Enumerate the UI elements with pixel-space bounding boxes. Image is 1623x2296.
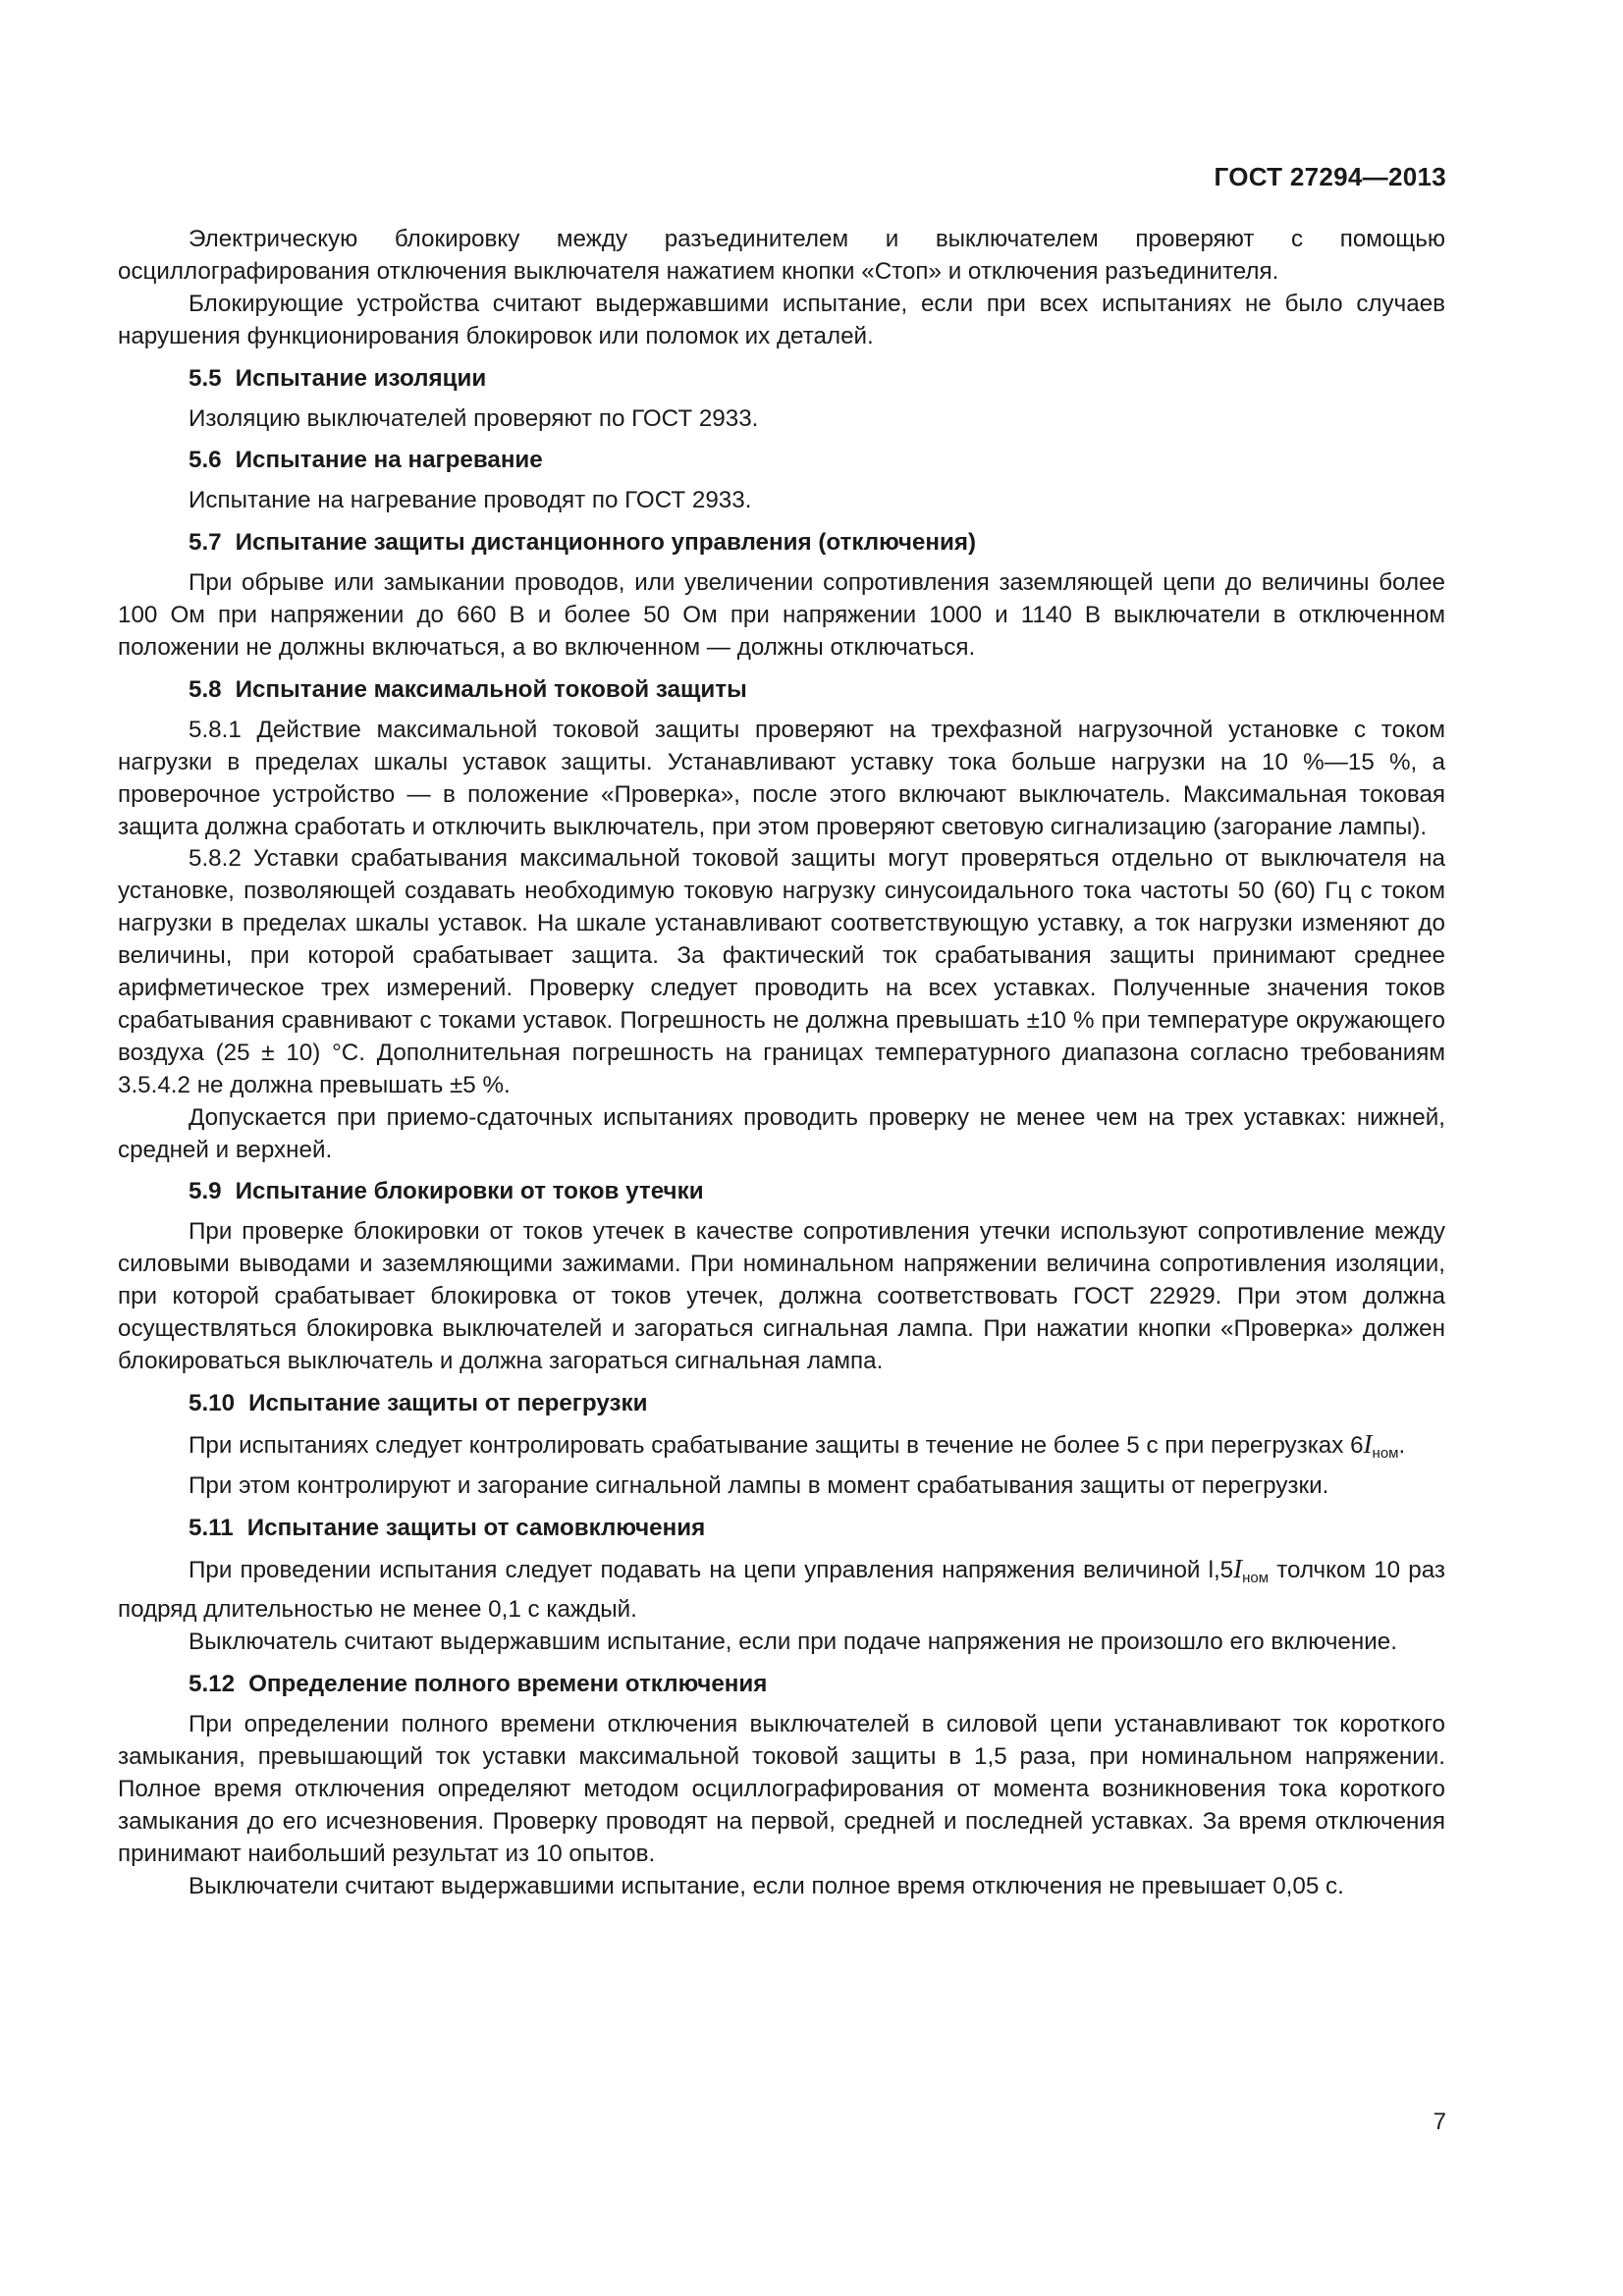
section-number: 5.10 <box>189 1389 236 1416</box>
text-run: При проведении испытания следует подавать на цепи управления напряжения величиной l,5 <box>189 1556 1234 1583</box>
paragraph: Блокирующие устройства считают выдержавшими испытание, если при всех испытаниях не было случаев нарушения функционирования блокировок или поломок их деталей. <box>118 290 1445 349</box>
paragraph: Испытание на нагревание проводят по ГОСТ 2933. <box>189 487 752 514</box>
paragraph: При этом контролируют и загорание сигнальной лампы в момент срабатывания защиты от перегрузки. <box>189 1471 1329 1499</box>
section-heading-5-6 <box>189 445 1445 477</box>
document-body <box>118 224 1445 1903</box>
paragraph: При обрыве или замыкании проводов, или увеличении сопротивления заземляющей цепи до величины более 100 Ом при напряжении до 660 В и более 50 Ом при напряжении 1000 и 1140 В выключатели в отключенном положении не должны включаться, а во включенном — должны отключаться. <box>118 569 1445 661</box>
section-title: Испытание на нагревание <box>235 447 543 474</box>
paragraph: 5.8.2 Уставки срабатывания максимальной токовой защиты могут проверяться отдельно от выключателя на установке, позволяющей создавать необходимую токовую нагрузку синусоидального тока частоты 50 (60) Гц с током нагрузки в пределах шкалы уставок. На шкале устанавливают соответствующую уставку, а ток нагрузки изменяют до величины, при которой срабатывает защита. За фактический ток срабатывания защиты принимают среднее арифметическое трех измерений. Проверку следует проводить на всех уставках. Полученные значения токов срабатывания сравнивают с токами уставок. Погрешность не должна превышать ±10 % при температуре окружающего воздуха (25 ± 10) °С. Дополнительная погрешность на границах температурного диапазона согласно требованиям 3.5.4.2 не должна превышать ±5 %. <box>118 845 1445 1098</box>
document-header: ГОСТ 27294—2013 <box>1214 162 1446 191</box>
paragraph: Выключатель считают выдержавшим испытание, если при подаче напряжения не произошло его включение. <box>189 1629 1397 1656</box>
paragraph: При определении полного времени отключения выключателей в силовой цепи устанавливают ток короткого замыкания, превышающий ток уставки максимальной токовой защиты в 1,5 раза, при номинальном напряжении. Полное время отключения определяют методом осциллографирования от момента возникновения тока короткого замыкания до его исчезновения. Проверку проводят на первой, средней и последней уставках. За время отключения принимают наибольший результат из 10 опытов. <box>118 1711 1445 1867</box>
section-title: Определение полного времени отключения <box>248 1671 768 1698</box>
section-number: 5.11 <box>189 1514 234 1541</box>
paragraph: При проверке блокировки от токов утечек в качестве сопротивления утечки используют сопротивление между силовыми выводами и заземляющими зажимами. При номинальном напряжении величина сопротивления изоляции, при которой срабатывает блокировка от токов утечек, должна соответствовать ГОСТ 22929. При этом должна осуществляться блокировка выключателей и загораться сигнальная лампа. При нажатии кнопки «Проверка» должен блокироваться выключатель и должна загораться сигнальная лампа. <box>118 1218 1445 1374</box>
paragraph: Допускается при приемо-сдаточных испытаниях проводить проверку не менее чем на трех уставках: нижней, средней и верхней. <box>118 1103 1445 1163</box>
text-run: толчком 10 раз подряд длительностью не менее 0,1 с каждый. <box>118 1556 1445 1624</box>
section-title: Испытание защиты от самовключения <box>246 1514 706 1541</box>
section-heading-5-7 <box>189 527 1445 560</box>
current-symbol: I <box>1233 1553 1243 1583</box>
paragraph: Выключатели считают выдержавшими испытание, если полное время отключения не превышает 0,05 с. <box>189 1872 1344 1899</box>
current-subscript: ном <box>1372 1444 1399 1462</box>
paragraph: Изоляцию выключателей проверяют по ГОСТ 2933. <box>189 404 759 432</box>
current-subscript: ном <box>1242 1569 1270 1586</box>
section-title: Испытание защиты от перегрузки <box>248 1389 648 1416</box>
section-title: Испытание защиты дистанционного управления (отключения) <box>235 529 977 557</box>
section-heading-5-12 <box>189 1669 1445 1701</box>
paragraph <box>118 1553 1445 1628</box>
text-run: . <box>1398 1431 1406 1459</box>
text-run: При испытаниях следует контролировать срабатывание защиты в течение не более 5 с при перегрузках 6 <box>189 1431 1364 1459</box>
current-symbol: I <box>1363 1428 1373 1459</box>
section-number: 5.12 <box>189 1671 236 1698</box>
section-number: 5.9 <box>189 1178 222 1205</box>
section-number: 5.8 <box>189 675 222 703</box>
paragraph <box>118 1428 1445 1470</box>
section-heading-5-8 <box>189 674 1445 707</box>
section-number: 5.5 <box>189 364 222 392</box>
section-title: Испытание блокировки от токов утечки <box>235 1178 704 1205</box>
section-heading-5-5 <box>189 363 1445 396</box>
paragraph: 5.8.1 Действие максимальной токовой защиты проверяют на трехфазной нагрузочной установке с током нагрузки в пределах шкалы уставок защиты. Устанавливают уставку тока больше нагрузки на 10 %—15 %, а проверочное устройство — в положение «Проверка», после этого включают выключатель. Максимальная токовая защита должна сработать и отключить выключатель, при этом проверяют световую сигнализацию (загорание лампы). <box>118 716 1445 840</box>
section-heading-5-9 <box>189 1176 1445 1208</box>
section-heading-5-11 <box>189 1513 1445 1545</box>
section-title: Испытание максимальной токовой защиты <box>235 675 747 703</box>
section-number: 5.7 <box>189 529 222 557</box>
section-number: 5.6 <box>189 447 222 474</box>
section-title: Испытание изоляции <box>235 364 487 392</box>
paragraph: Электрическую блокировку между разъединителем и выключателем проверяют с помощью осциллографирования отключения выключателя нажатием кнопки «Стоп» и отключения разъединителя. <box>118 226 1445 285</box>
page-number: 7 <box>1433 2109 1446 2135</box>
section-heading-5-10 <box>189 1388 1445 1420</box>
